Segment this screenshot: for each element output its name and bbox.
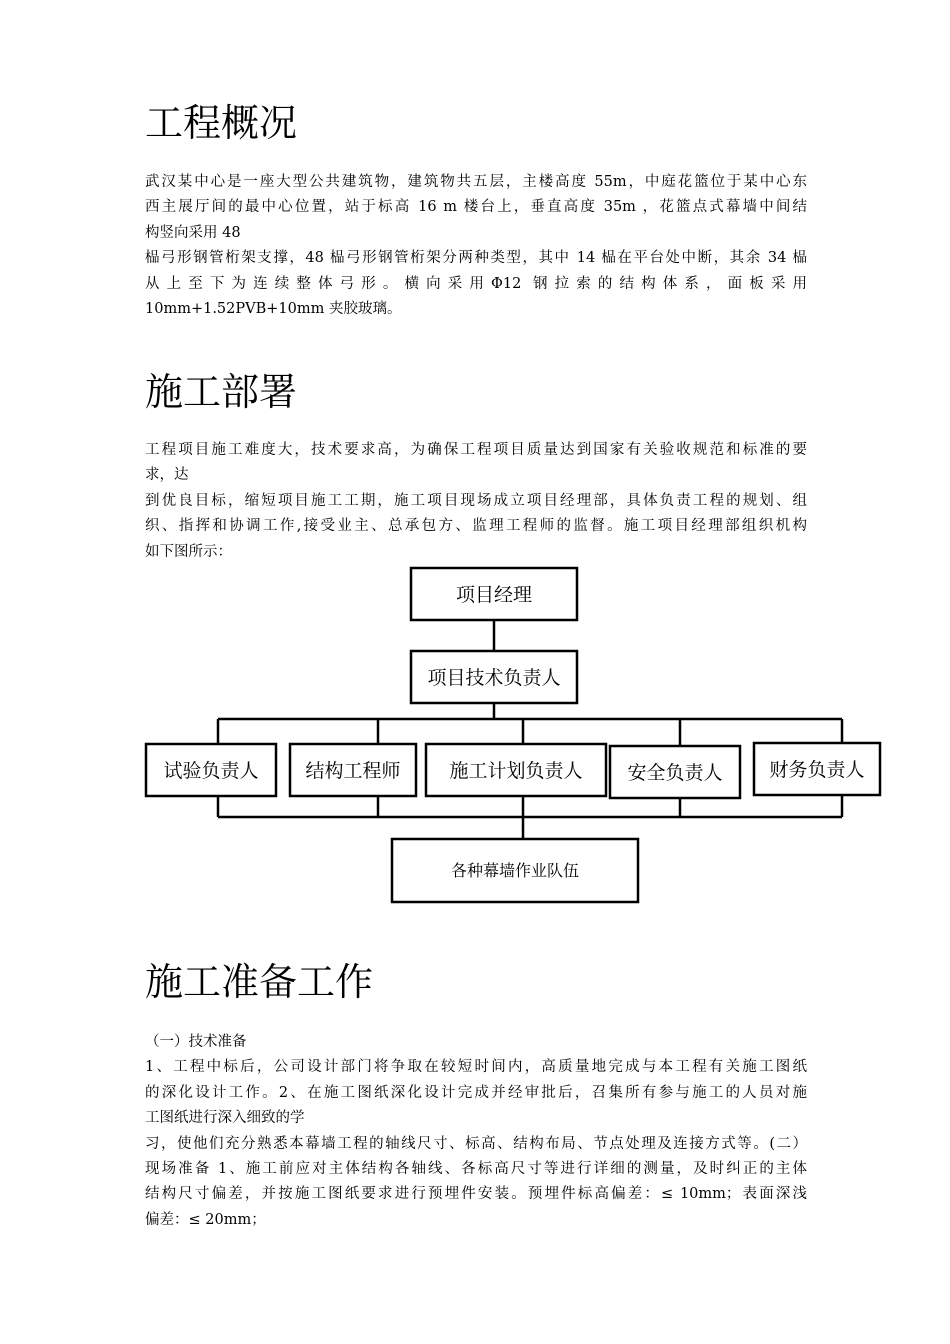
paragraph-line: 榀弓形钢管桁架支撑，48 榀弓形钢管桁架分两种类型，其中 14 榀在平台处中断，其余 34 榀 <box>145 250 807 267</box>
paragraph-line: 1、工程中标后，公司设计部门将争取在较短时间内，高质量地完成与本工程有关施工图纸 <box>145 1059 807 1076</box>
paragraph-line: 从上至下为连续整体弓形。横向采用Φ12 钢拉索的结构体系，面板采用 <box>145 275 807 292</box>
paragraph-line: 如下图所示： <box>145 543 232 560</box>
section-title-overview: 工程概况 <box>145 101 298 145</box>
paragraph-line: 构竖向采用 48 <box>145 224 241 241</box>
org-label-middle: 施工计划负责人 <box>449 760 583 782</box>
paragraph-line: 结构尺寸偏差，并按施工图纸要求进行预埋件安装。预埋件标高偏差：≤ 10mm；表面深浅 <box>145 1186 807 1203</box>
org-chart <box>140 562 890 912</box>
paragraph-line: 织、指挥和协调工作,接受业主、总承包方、监理工程师的监督。施工项目经理部组织机构 <box>145 518 807 535</box>
paragraph-line: 西主展厅间的最中心位置，站于标高 16 m 楼台上，垂直高度 35m ，花篮点式幕墙中间结 <box>145 199 807 216</box>
paragraph-line: 工程项目施工难度大，技术要求高，为确保工程项目质量达到国家有关验收规范和标准的要 <box>145 442 807 458</box>
preparation-paragraph <box>145 1030 807 1233</box>
paragraph-line: 现场准备 1、施工前应对主体结构各轴线、各标高尺寸等进行详细的测量，及时纠正的主体 <box>145 1161 807 1178</box>
overview-paragraph <box>145 170 807 322</box>
org-label-middle: 结构工程师 <box>305 760 401 782</box>
paragraph-line: 10mm+1.52PVB+10mm 夹胶玻璃。 <box>145 301 402 318</box>
section-title-deployment: 施工部署 <box>145 370 298 414</box>
org-label-middle: 财务负责人 <box>769 759 865 781</box>
paragraph-line: 偏差：≤ 20mm； <box>145 1211 266 1228</box>
paragraph-line: 工图纸进行深入细致的学 <box>145 1110 305 1127</box>
org-label-middle: 安全负责人 <box>627 762 723 784</box>
section-title-preparation: 施工准备工作 <box>145 960 374 1004</box>
org-label-top: 项目经理 <box>455 584 533 606</box>
paragraph-line: 习，使他们充分熟悉本幕墙工程的轴线尺寸、标高、结构布局、节点处理及连接方式等。(二） <box>145 1135 807 1152</box>
paragraph-line: 的深化设计工作。2、在施工图纸深化设计完成并经审批后，召集所有参与施工的人员对施 <box>145 1084 807 1101</box>
org-label-second: 项目技术负责人 <box>427 667 561 689</box>
org-label-bottom: 各种幕墙作业队伍 <box>450 861 580 880</box>
paragraph-line: 到优良目标，缩短项目施工工期，施工项目现场成立项目经理部，具体负责工程的规划、组 <box>145 492 807 509</box>
paragraph-line: 求，达 <box>145 467 189 484</box>
paragraph-line: 武汉某中心是一座大型公共建筑物，建筑物共五层，主楼高度 55m，中庭花篮位于某中心东 <box>145 174 807 190</box>
org-label-middle: 试验负责人 <box>163 760 259 782</box>
deployment-paragraph <box>145 438 807 565</box>
paragraph-line: （一）技术准备 <box>145 1034 247 1050</box>
